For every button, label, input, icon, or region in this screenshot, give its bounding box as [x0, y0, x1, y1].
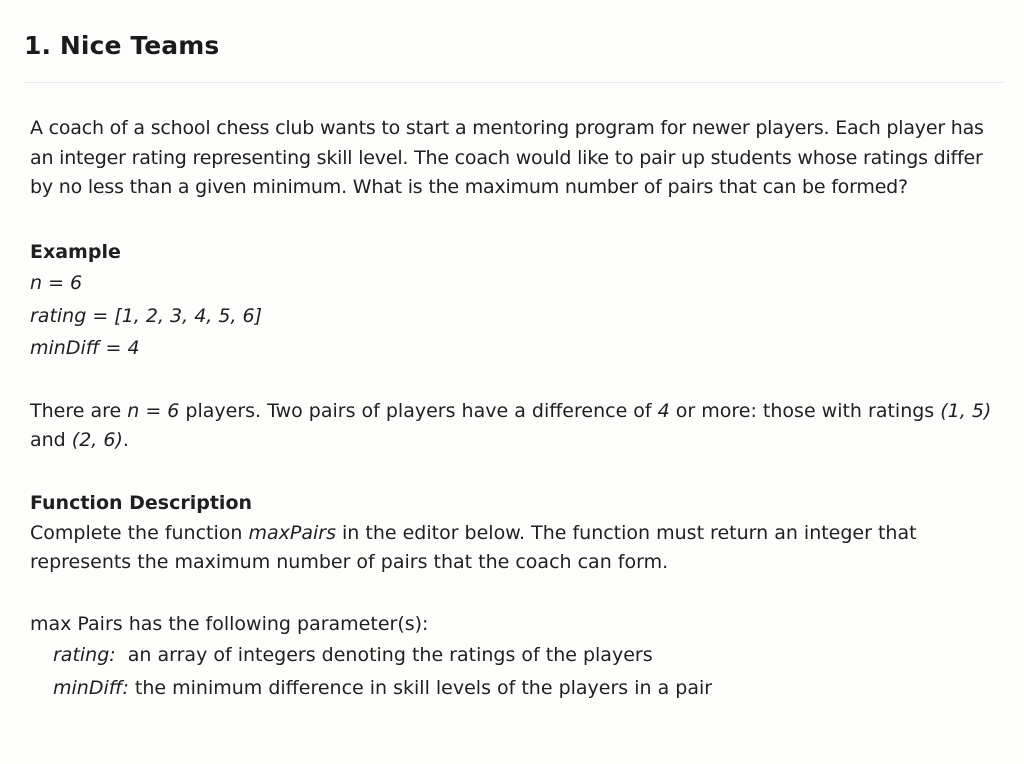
problem-intro: A coach of a school chess club wants to start a mentoring program for newer players. Each player has an integer rating representing skill level. The coach would like to pair up students whose ratings differ by no less than a given minimum. What is the maximum number of pairs that can be formed? — [30, 117, 984, 199]
explanation-pair-1: (1, 5) — [940, 399, 992, 422]
example-explanation — [30, 397, 1002, 456]
parameter-mindiff — [30, 672, 1002, 705]
explanation-diff: 4 — [657, 399, 670, 422]
parameter-name: minDiff: — [53, 676, 129, 699]
explanation-n: n = 6 — [127, 399, 180, 422]
function-name: maxPairs — [248, 521, 336, 544]
parameter-desc: the minimum difference in skill levels of the players in a pair — [128, 676, 713, 699]
example-heading: Example — [30, 240, 121, 263]
explanation-text-3: or more: those with ratings — [669, 399, 941, 422]
parameter-desc: an array of integers denoting the ratings of the players — [115, 644, 653, 667]
parameter-name: rating: — [53, 644, 116, 667]
function-text-2: in the editor below. The function must return an integer that represents the maximum number of pairs that the coach can form. — [30, 521, 917, 574]
function-description-text — [30, 519, 1002, 578]
function-description-heading: Function Description — [30, 492, 253, 515]
parameters-intro: max Pairs has the following parameter(s): — [30, 612, 429, 635]
problem-title: 1. Nice Teams — [24, 31, 220, 60]
function-text-1: Complete the function — [30, 521, 249, 544]
parameter-rating — [30, 639, 1002, 672]
explanation-pair-2: (2, 6) — [71, 429, 123, 452]
explanation-text-4: and — [30, 429, 72, 452]
example-mindiff: minDiff = 4 — [30, 337, 140, 360]
explanation-text-5: . — [122, 429, 129, 452]
title-divider — [24, 82, 1004, 83]
example-n: n = 6 — [30, 272, 83, 295]
problem-statement — [30, 114, 1002, 704]
explanation-text-1: There are — [30, 399, 128, 422]
example-rating: rating = [1, 2, 3, 4, 5, 6] — [30, 304, 263, 327]
explanation-text-2: players. Two pairs of players have a difference of — [179, 399, 658, 422]
